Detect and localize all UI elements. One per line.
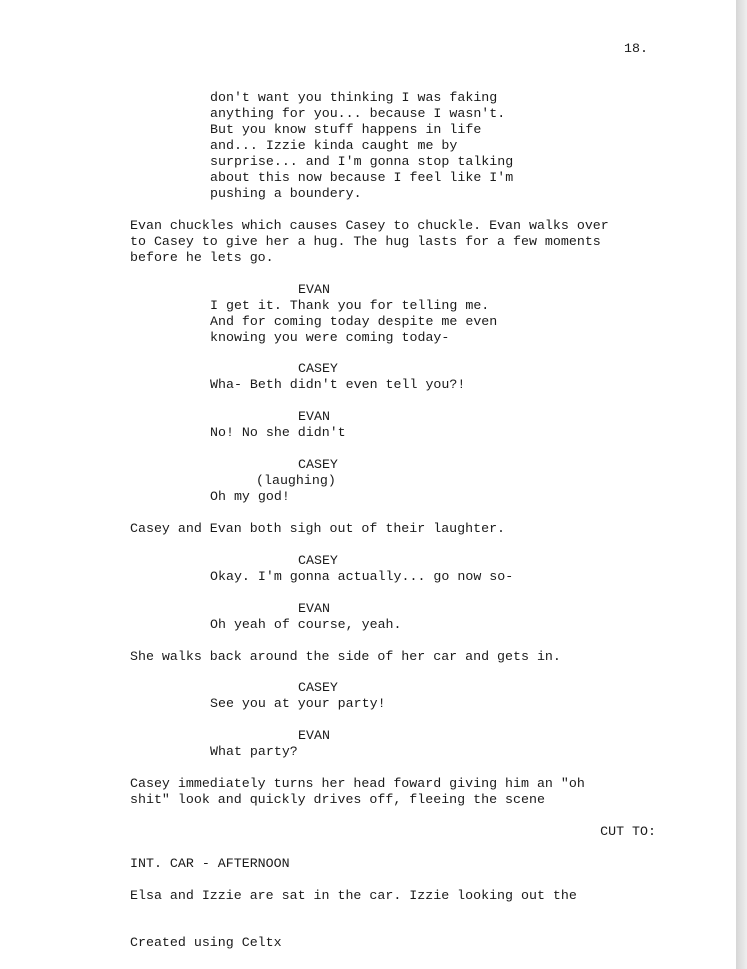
action-line: before he lets go. [130,250,274,265]
parenthetical: (laughing) [256,473,336,488]
character-name: EVAN [298,282,330,297]
character-name: EVAN [298,728,330,743]
dialogue-line: about this now because I feel like I'm [210,170,514,185]
page-gutter [736,0,747,969]
dialogue-line: knowing you were coming today- [210,330,450,345]
dialogue-line: pushing a boundery. [210,186,362,201]
character-name: CASEY [298,457,338,472]
action-line: to Casey to give her a hug. The hug lasts for a few moments [130,234,601,249]
action-line: Casey immediately turns her head foward giving him an "oh [130,776,585,791]
dialogue-line: But you know stuff happens in life [210,122,482,137]
character-name: EVAN [298,601,330,616]
scene-heading: INT. CAR - AFTERNOON [130,856,290,871]
dialogue-line: What party? [210,744,298,759]
dialogue-line: Oh yeah of course, yeah. [210,617,402,632]
character-name: CASEY [298,680,338,695]
dialogue-line: Wha- Beth didn't even tell you?! [210,377,466,392]
action-line: Casey and Evan both sigh out of their laughter. [130,521,506,536]
action-line: Evan chuckles which causes Casey to chuckle. Evan walks over [130,218,609,233]
transition: CUT TO: [600,824,656,839]
dialogue-line: No! No she didn't [210,425,346,440]
dialogue-line: and... Izzie kinda caught me by [210,138,458,153]
dialogue-line: surprise... and I'm gonna stop talking [210,154,514,169]
dialogue-line: don't want you thinking I was faking [210,90,498,105]
dialogue-line: And for coming today despite me even [210,314,498,329]
dialogue-line: See you at your party! [210,696,386,711]
action-line: She walks back around the side of her car and gets in. [130,649,561,664]
page-number: 18. [624,41,648,56]
action-line: Elsa and Izzie are sat in the car. Izzie looking out the [130,888,577,903]
dialogue-line: Okay. I'm gonna actually... go now so- [210,569,514,584]
character-name: CASEY [298,361,338,376]
dialogue-line: Oh my god! [210,489,290,504]
dialogue-line: I get it. Thank you for telling me. [210,298,490,313]
character-name: CASEY [298,553,338,568]
dialogue-line: anything for you... because I wasn't. [210,106,506,121]
character-name: EVAN [298,409,330,424]
action-line: shit" look and quickly drives off, fleeing the scene [130,792,545,807]
footer-credit: Created using Celtx [130,935,282,950]
